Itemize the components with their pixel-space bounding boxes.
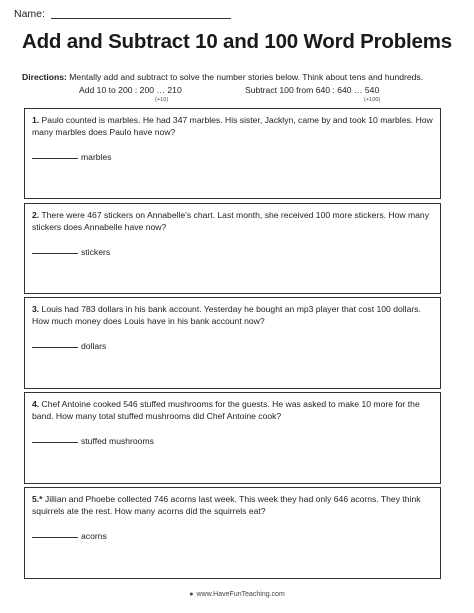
answer-unit: dollars bbox=[81, 341, 107, 352]
page-title: Add and Subtract 10 and 100 Word Problems bbox=[22, 30, 452, 53]
answer-blank[interactable] bbox=[32, 442, 78, 443]
problem-box bbox=[24, 392, 441, 484]
problem-number: 4. bbox=[32, 399, 40, 409]
example-subtract-note: (+100) bbox=[364, 97, 381, 103]
answer-unit: acorns bbox=[81, 531, 107, 542]
example-add: Add 10 to 200 : 200 … 210 bbox=[79, 85, 182, 95]
problem-text: There were 467 stickers on Annabelle's chart. Last month, she received 100 more stickers. How many stickers does Annabelle have now? bbox=[32, 210, 429, 232]
problem-text: Paulo counted is marbles. He had 347 marbles. His sister, Jacklyn, came by and took 10 marbles. How many marbles does Paulo have now? bbox=[32, 115, 433, 137]
example-subtract: Subtract 100 from 640 : 640 … 540 bbox=[245, 85, 380, 95]
problem-number: 1. bbox=[32, 115, 40, 125]
example-add-note: (+10) bbox=[155, 97, 169, 103]
problem-number: 3. bbox=[32, 304, 40, 314]
directions-text: Mentally add and subtract to solve the number stories below. Think about tens and hundreds. bbox=[66, 72, 424, 82]
answer-row bbox=[32, 247, 433, 259]
name-label: Name: bbox=[14, 8, 45, 20]
name-field[interactable] bbox=[51, 18, 231, 19]
answer-row bbox=[32, 341, 433, 353]
answer-blank[interactable] bbox=[32, 253, 78, 254]
answer-row bbox=[32, 531, 433, 543]
answer-unit: marbles bbox=[81, 152, 112, 163]
footer bbox=[0, 591, 474, 598]
problem-box bbox=[24, 487, 441, 579]
problem-text: Chef Antoine cooked 546 stuffed mushrooms for the guests. He was asked to make 10 more for the band. How many total stuffed mushrooms did Chef Antoine cook? bbox=[32, 399, 420, 421]
answer-row bbox=[32, 152, 433, 164]
problem-box bbox=[24, 203, 441, 294]
directions bbox=[22, 72, 452, 83]
name-row bbox=[14, 8, 231, 20]
answer-row bbox=[32, 436, 433, 448]
answer-unit: stickers bbox=[81, 247, 111, 258]
problem-box bbox=[24, 297, 441, 389]
directions-label: Directions: bbox=[22, 72, 67, 82]
answer-blank[interactable] bbox=[32, 158, 78, 159]
answer-unit: stuffed mushrooms bbox=[81, 436, 154, 447]
problem-box bbox=[24, 108, 441, 199]
globe-icon: ● bbox=[189, 591, 194, 598]
problem-text: Louis had 783 dollars in his bank account. Yesterday he bought an mp3 player that cost 100 dollars. How much money does Louis have in his bank account now? bbox=[32, 304, 421, 326]
answer-blank[interactable] bbox=[32, 347, 78, 348]
problem-text: Jillian and Phoebe collected 746 acorns last week. This week they had only 646 acorns. They think squirrels ate the rest. How many acorns did the squirrels eat? bbox=[32, 494, 421, 516]
footer-site: www.HaveFunTeaching.com bbox=[196, 591, 285, 598]
problem-number: 2. bbox=[32, 210, 40, 220]
answer-blank[interactable] bbox=[32, 537, 78, 538]
problem-number: 5.* bbox=[32, 494, 43, 504]
